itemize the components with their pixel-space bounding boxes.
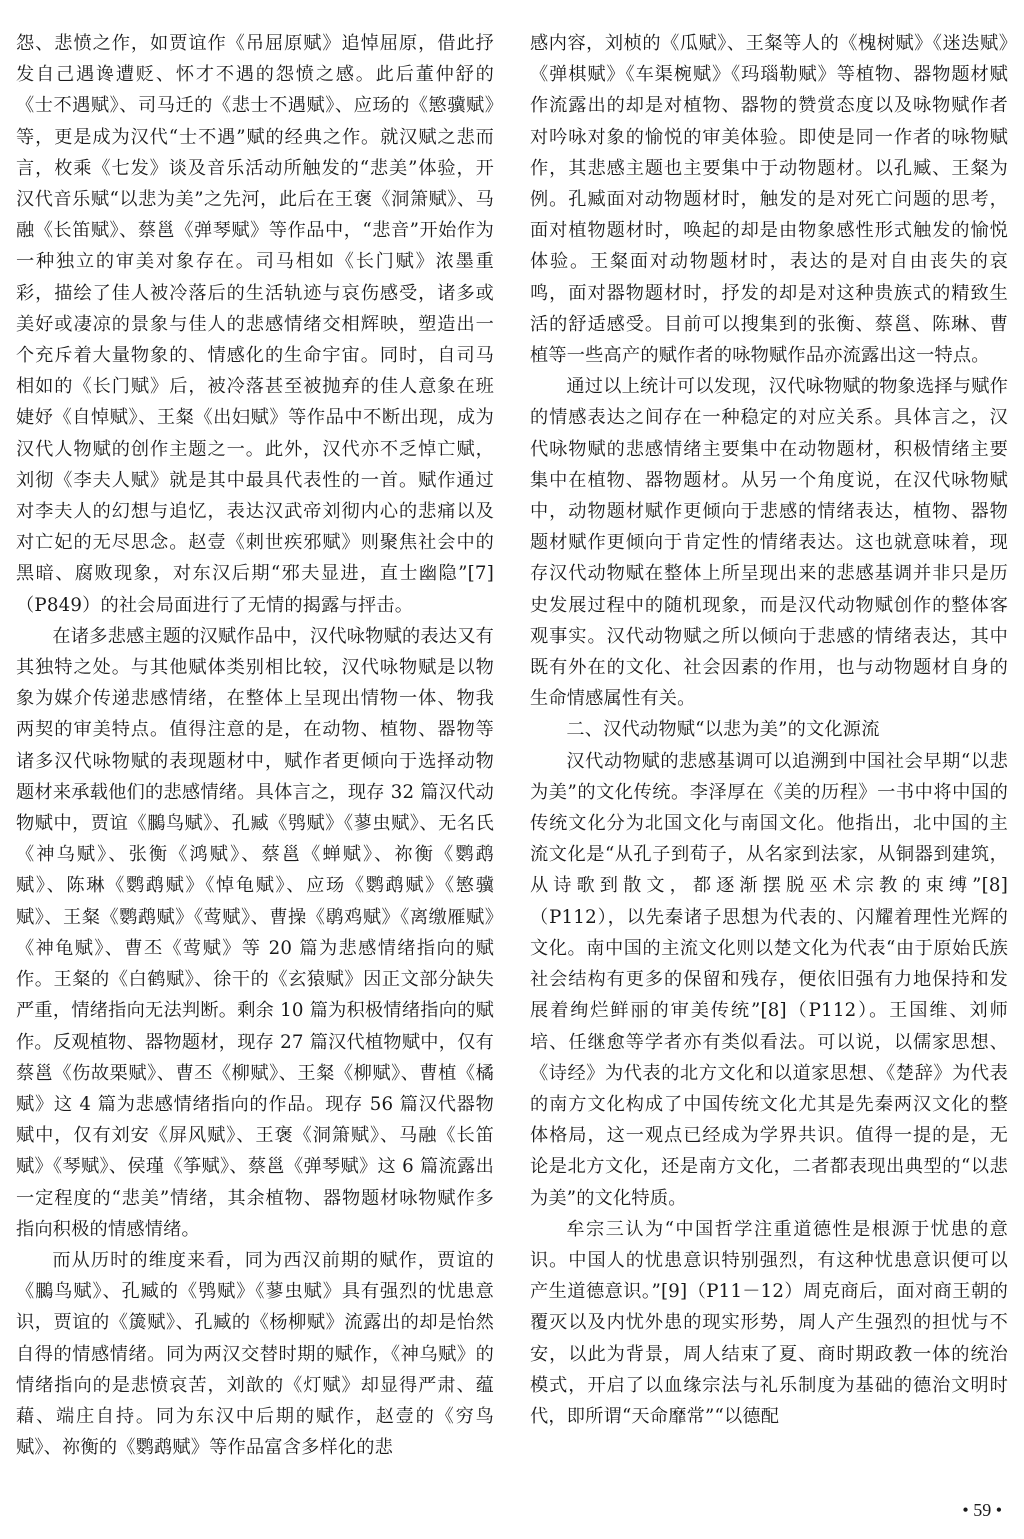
left-column	[16, 28, 494, 1463]
paragraph: 在诸多悲感主题的汉赋作品中，汉代咏物赋的表达又有其独特之处。与其他赋体类别相比较，汉代咏物赋是以物象为媒介传递悲感情绪，在整体上呈现出情物一体、物我两契的审美特点。值得注意的是，在动物、植物、器物等诸多汉代咏物赋的表现题材中，赋作者更倾向于选择动物题材来承载他们的悲感情绪。具体言之，现存 32 篇汉代动物赋中，贾谊《鵩鸟赋》、孔臧《鸮赋》《蓼虫赋》、无名氏《神乌赋》、张衡《鸿赋》、蔡邕《蝉赋》、祢衡《鹦鹉赋》、陈琳《鹦鹉赋》《悼龟赋》、应玚《鹦鹉赋》《慜骥赋》、王粲《鹦鹉赋》《莺赋》、曹操《鹖鸡赋》《离缴雁赋》《神龟赋》、曹丕《莺赋》等 20 篇为悲感情绪指向的赋作。王粲的《白鹤赋》、徐干的《玄猿赋》因正文部分缺失严重，情绪指向无法判断。剩余 10 篇为积极情绪指向的赋作。反观植物、器物题材，现存 27 篇汉代植物赋中，仅有蔡邕《伤故栗赋》、曹丕《柳赋》、王粲《柳赋》、曹植《橘赋》这 4 篇为悲感情绪指向的作品。现存 56 篇汉代器物赋中，仅有刘安《屏风赋》、王褒《洞箫赋》、马融《长笛赋》《琴赋》、侯瑾《筝赋》、蔡邕《弹琴赋》这 6 篇流露出一定程度的“悲美”情绪，其余植物、器物题材咏物赋作多指向积极的情感情绪。	[16, 625, 494, 1240]
page-number: • 59 •	[962, 1500, 1002, 1520]
paragraph-continuation: 感内容，刘桢的《瓜赋》、王粲等人的《槐树赋》《迷迭赋》《弹棋赋》《车渠椀赋》《玛瑙勒赋》等植物、器物题材赋作流露出的却是对植物、器物的赞赏态度以及咏物赋作者对吟咏对象的愉悦的审美体验。即使是同一作者的咏物赋作，其悲感主题也主要集中于动物题材。以孔臧、王粲为例。孔臧面对动物题材时，触发的是对死亡问题的思考，面对植物题材时，唤起的却是由物象感性形式触发的愉悦体验。王粲面对动物题材时，表达的是对自由丧失的哀鸣，面对器物题材时，抒发的却是对这种贵族式的精致生活的舒适感受。目前可以搜集到的张衡、蔡邕、陈琳、曹植等一些高产的赋作者的咏物赋作品亦流露出这一特点。	[530, 33, 1008, 367]
paragraph: 而从历时的维度来看，同为西汉前期的赋作，贾谊的《鵩鸟赋》、孔臧的《鸮赋》《蓼虫赋》具有强烈的忧患意识，贾谊的《簴赋》、孔臧的《杨柳赋》流露出的却是怡然自得的情感情绪。同为两汉交替时期的赋作，《神乌赋》的情绪指向的是悲愤哀苦，刘歆的《灯赋》却显得严肃、蕴藉、端庄自持。同为东汉中后期的赋作，赵壹的《穷鸟赋》、祢衡的《鹦鹉赋》等作品富含多样化的悲	[16, 1249, 494, 1459]
paragraph: 牟宗三认为“中国哲学注重道德性是根源于忧患的意识。中国人的忧患意识特别强烈，有这种忧患意识便可以产生道德意识。”[9]（P11－12）周克商后，面对商王朝的覆灭以及内忧外患的现实形势，周人产生强烈的担忧与不安，以此为背景，周人结束了夏、商时期政教一体的统治模式，开启了以血缘宗法与礼乐制度为基础的德治文明时代，即所谓“天命靡常”“以德配	[530, 1218, 1008, 1427]
paragraph: 汉代动物赋的悲感基调可以追溯到中国社会早期“以悲为美”的文化传统。李泽厚在《美的历程》一书中将中国的传统文化分为北国文化与南国文化。他指出，北中国的主流文化是“从孔子到荀子，从名家到法家，从铜器到建筑，从诗歌到散文，都逐渐摆脱巫术宗教的束缚”[8]（P112），以先秦诸子思想为代表的、闪耀着理性光辉的文化。南中国的主流文化则以楚文化为代表“由于原始氏族社会结构有更多的保留和残存，便依旧强有力地保持和发展着绚烂鲜丽的审美传统”[8]（P112）。王国维、刘师培、任继愈等学者亦有类似看法。可以说，以儒家思想、《诗经》为代表的北方文化和以道家思想、《楚辞》为代表的南方文化构成了中国传统文化尤其是先秦两汉文化的整体格局，这一观点已经成为学界共识。值得一提的是，无论是北方文化，还是南方文化，二者都表现出典型的“以悲为美”的文化特质。	[530, 750, 1008, 1209]
paragraph: 通过以上统计可以发现，汉代咏物赋的物象选择与赋作的情感表达之间存在一种稳定的对应关系。具体言之，汉代咏物赋的悲感情绪主要集中在动物题材，积极情绪主要集中在植物、器物题材。从另一个角度说，在汉代咏物赋中，动物题材赋作更倾向于悲感的情绪表达，植物、器物题材赋作更倾向于肯定性的情绪表达。这也就意味着，现存汉代动物赋在整体上所呈现出来的悲感基调并非只是历史发展过程中的随机现象，而是汉代动物赋创作的整体客观事实。汉代动物赋之所以倾向于悲感的情绪表达，其中既有外在的文化、社会因素的作用，也与动物题材自身的生命情感属性有关。	[530, 376, 1008, 710]
right-column	[530, 28, 1008, 1432]
paragraph-continuation: 怨、悲愤之作，如贾谊作《吊屈原赋》追悼屈原，借此抒发自己遇谗遭贬、怀才不遇的怨愤之感。此后董仲舒的《士不遇赋》、司马迁的《悲士不遇赋》、应玚的《慜骥赋》等，更是成为汉代“士不遇”赋的经典之作。就汉赋之悲而言，枚乘《七发》谈及音乐活动所触发的“悲美”体验，开汉代音乐赋“以悲为美”之先河，此后在王褒《洞箫赋》、马融《长笛赋》、蔡邕《弹琴赋》等作品中，“悲音”开始作为一种独立的审美对象存在。司马相如《长门赋》浓墨重彩，描绘了佳人被冷落后的生活轨迹与哀伤感受，诸多或美好或凄凉的景象与佳人的悲感情绪交相辉映，塑造出一个充斥着大量物象的、情感化的生命宇宙。同时，自司马相如的《长门赋》后，被冷落甚至被抛弃的佳人意象在班婕妤《自悼赋》、王粲《出妇赋》等作品中不断出现，成为汉代人物赋的创作主题之一。此外，汉代亦不乏悼亡赋，刘彻《李夫人赋》就是其中最具代表性的一首。赋作通过对李夫人的幻想与追忆，表达汉武帝刘彻内心的悲痛以及对亡妃的无尽思念。赵壹《刺世疾邪赋》则聚焦社会中的黑暗、腐败现象，对东汉后期“邪夫显进，直士幽隐”[7]（P849）的社会局面进行了无情的揭露与抨击。	[16, 33, 494, 616]
section-heading: 二、汉代动物赋“以悲为美”的文化源流	[566, 719, 880, 741]
